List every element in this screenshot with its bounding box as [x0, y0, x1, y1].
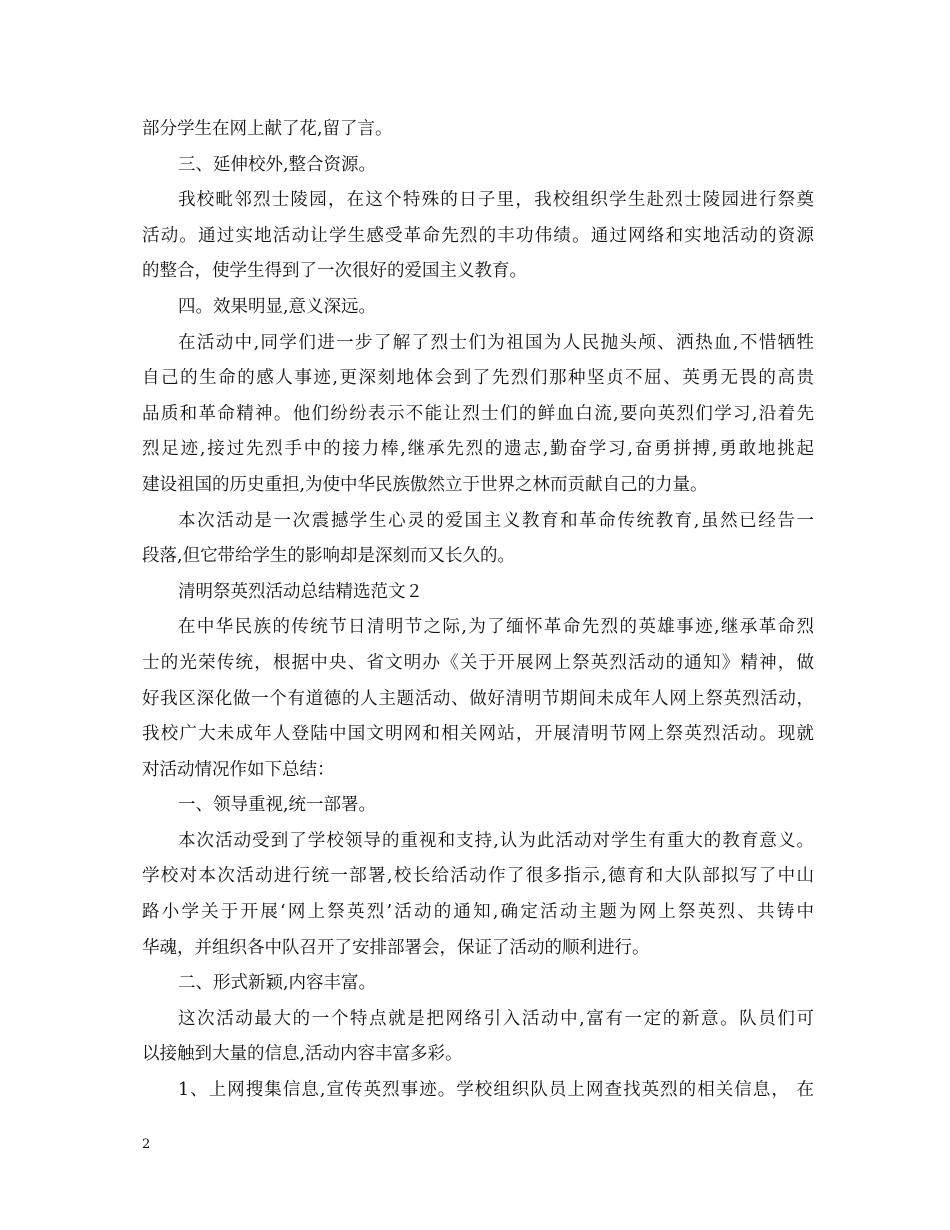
- section-heading: 三、延伸校外,整合资源。: [178, 154, 377, 175]
- page-number: 2: [142, 1137, 151, 1152]
- article-title: 清明祭英烈活动总结精选范文２: [178, 581, 423, 602]
- text-line: 华魂，并组织各中队召开了安排部署会，保证了活动的顺利进行。: [142, 937, 650, 958]
- text-line: 在中华民族的传统节日清明节之际,为了缅怀革命先烈的英雄事迹,继承革命烈: [178, 617, 814, 638]
- section-heading: 一、领导重视,统一部署。: [178, 795, 377, 816]
- text-line: 烈足迹,接过先烈手中的接力棒,继承先烈的遗志,勤奋学习,奋勇拼搏,勇敢地挑起: [142, 439, 814, 460]
- text-line: 以接触到大量的信息,活动内容丰富多彩。: [142, 1044, 463, 1065]
- text-line: 的整合，使学生得到了一次很好的爱国主义教育。: [142, 261, 527, 282]
- text-line: 1、上网搜集信息,宣传英烈事迹。学校组织队员上网查找英烈的相关信息， 在: [178, 1080, 814, 1101]
- text-line: 好我区深化做一个有道德的人主题活动、做好清明节期间未成年人网上祭英烈活动，: [142, 688, 814, 709]
- section-heading: 二、形式新颖,内容丰富。: [178, 973, 377, 994]
- text-line: 对活动情况作如下总结：: [142, 759, 335, 780]
- text-line: 我校毗邻烈士陵园，在这个特殊的日子里，我校组织学生赴烈士陵园进行祭奠: [178, 190, 814, 211]
- text-line: 自己的生命的感人事迹,更深刻地体会到了先烈们那种坚贞不屈、英勇无畏的高贵: [142, 368, 814, 389]
- text-line: 部分学生在网上献了花,留了言。: [142, 119, 393, 139]
- text-line: 士的光荣传统，根据中央、省文明办《关于开展网上祭英烈活动的通知》精神，做: [142, 652, 814, 673]
- text-line: 在活动中,同学们进一步了解了烈士们为祖国为人民抛头颅、洒热血,不惜牺牲: [178, 332, 814, 353]
- text-line: 我校广大未成年人登陆中国文明网和相关网站，开展清明节网上祭英烈活动。现就: [142, 724, 814, 745]
- document-body: [142, 112, 814, 1109]
- text-line: 路小学关于开展‘网上祭英烈’活动的通知,确定活动主题为网上祭英烈、共铸中: [142, 902, 814, 923]
- text-line: 本次活动受到了学校领导的重视和支持,认为此活动对学生有重大的教育意义。: [178, 830, 814, 851]
- text-line: 这次活动最大的一个特点就是把网络引入活动中,富有一定的新意。队员们可: [178, 1008, 814, 1029]
- text-line: 活动。通过实地活动让学生感受革命先烈的丰功伟绩。通过网络和实地活动的资源: [142, 225, 814, 246]
- text-line: 品质和革命精神。他们纷纷表示不能让烈士们的鲜血白流,要向英烈们学习,沿着先: [142, 403, 814, 424]
- text-line: 段落,但它带给学生的影响却是深刻而又长久的。: [142, 546, 516, 567]
- text-line: 本次活动是一次震撼学生心灵的爱国主义教育和革命传统教育,虽然已经告一: [178, 510, 814, 531]
- text-line: 建设祖国的历史重担,为使中华民族傲然立于世界之林而贡献自己的力量。: [142, 474, 708, 495]
- section-heading: 四。效果明显,意义深远。: [178, 296, 377, 317]
- text-line: 学校对本次活动进行统一部署,校长给活动作了很多指示,德育和大队部拟写了中山: [142, 866, 814, 887]
